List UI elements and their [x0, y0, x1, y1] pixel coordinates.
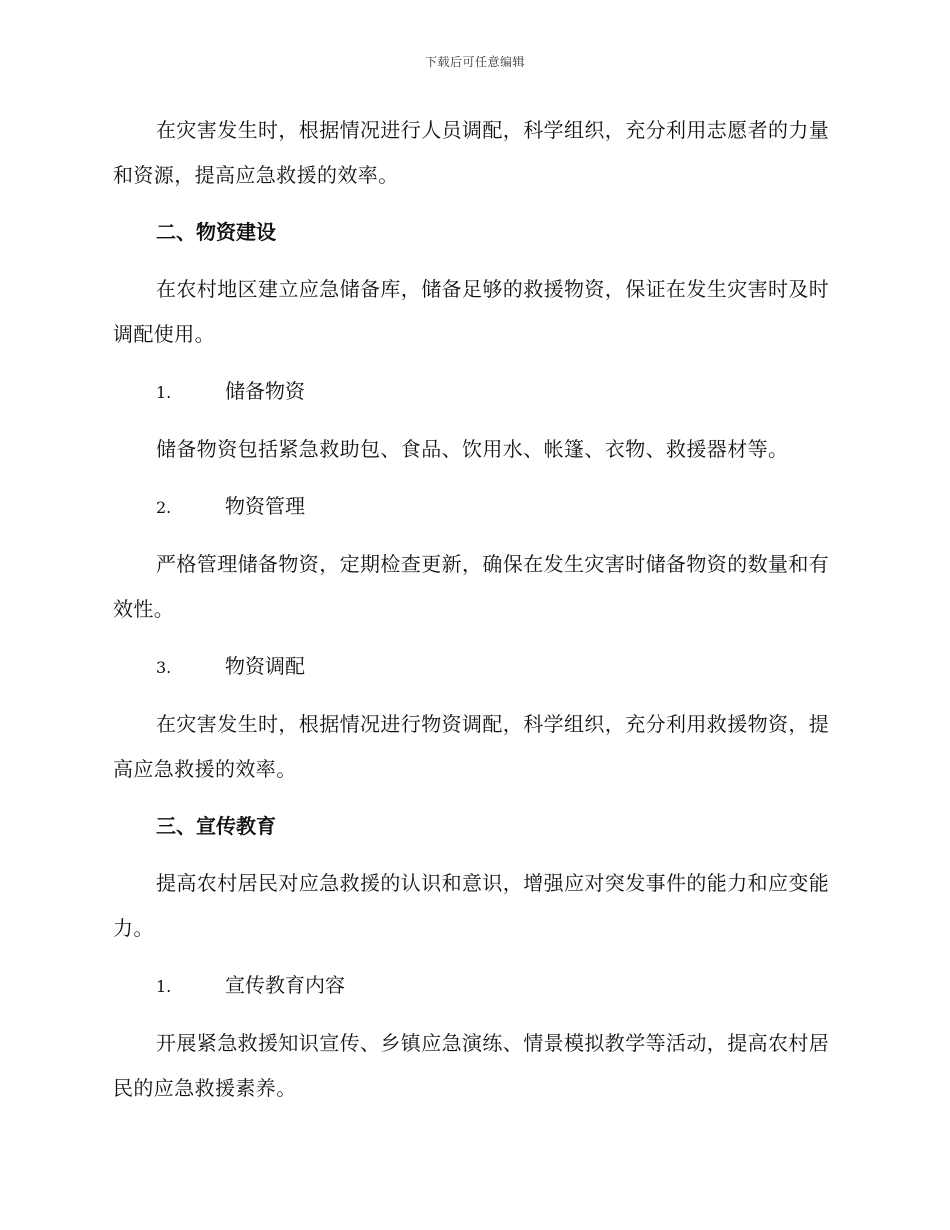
section-heading: 三、宣传教育 — [156, 814, 276, 838]
numbered-subheading — [113, 369, 831, 415]
paragraph: 严格管理储备物资，定期检查更新，确保在发生灾害时储备物资的数量和有效性。 — [113, 552, 830, 621]
item-number: 1. — [156, 383, 172, 402]
numbered-subheading — [113, 644, 831, 690]
paragraph: 在灾害发生时，根据情况进行物资调配，科学组织，充分利用救援物资，提高应急救援的效率。 — [113, 712, 830, 781]
numbered-subheading — [113, 963, 831, 1009]
item-number: 1. — [156, 977, 172, 996]
page-header: 下载后可任意编辑 — [424, 55, 525, 69]
paragraph: 在农村地区建立应急储备库，储备足够的救援物资，保证在发生灾害时及时调配使用。 — [113, 277, 830, 346]
paragraph: 储备物资包括紧急救助包、食品、饮用水、帐篷、衣物、救援器材等。 — [156, 437, 789, 461]
section-heading: 二、物资建设 — [156, 220, 276, 244]
item-title: 储备物资 — [225, 379, 305, 403]
item-number: 3. — [156, 658, 172, 677]
document-body — [113, 108, 831, 1111]
item-title: 物资管理 — [225, 494, 305, 518]
paragraph: 在灾害发生时，根据情况进行人员调配，科学组织，充分利用志愿者的力量和资源，提高应急救援的效率。 — [113, 118, 830, 187]
numbered-subheading — [113, 484, 831, 530]
item-title: 宣传教育内容 — [225, 973, 345, 997]
item-number: 2. — [156, 498, 172, 517]
item-title: 物资调配 — [225, 654, 305, 678]
paragraph: 开展紧急救援知识宣传、乡镇应急演练、情景模拟教学等活动，提高农村居民的应急救援素养。 — [113, 1031, 830, 1100]
paragraph: 提高农村居民对应急救援的认识和意识，增强应对突发事件的能力和应变能力。 — [113, 871, 830, 940]
